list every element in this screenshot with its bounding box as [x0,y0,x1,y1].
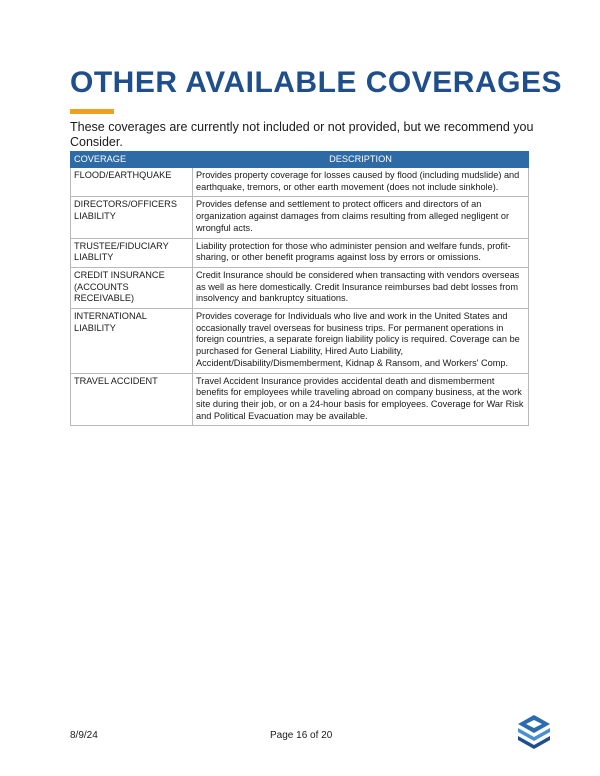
coverage-cell: TRAVEL ACCIDENT [71,373,193,426]
intro-text: These coverages are currently not included or not provided, but we recommend you Consider. [70,120,534,149]
coverage-cell: TRUSTEE/FIDUCIARY LIABLITY [71,238,193,267]
table-row [71,309,529,374]
table-row [71,238,529,267]
description-cell: Liability protection for those who administer pension and welfare funds, profit-sharing, or other benefit programs against loss by errors or omissions. [193,238,529,267]
company-logo-icon [512,713,556,749]
description-cell: Credit Insurance should be considered when transacting with vendors overseas as well as here domestically. Credit Insurance reimburses bad debt losses from insolvency and bankruptcy situations. [193,267,529,308]
table-row [71,168,529,197]
footer-page-number: Page 16 of 20 [270,730,333,741]
header-description: DESCRIPTION [193,152,529,168]
coverage-cell: FLOOD/EARTHQUAKE [71,168,193,197]
table-row [71,197,529,238]
coverage-cell: CREDIT INSURANCE (ACCOUNTS RECEIVABLE) [71,267,193,308]
page-title: OTHER AVAILABLE COVERAGES [70,66,562,99]
description-cell: Provides coverage for Individuals who live and work in the United States and occasionally travel overseas for business trips. For permanent operations in foreign countries, a separate foreign liability policy is required. Coverage can be purchased for General Liability, Hired Auto Liability, Accident/Disability/Dismemberment, Kidnap & Ransom, and Workers' Comp. [193,309,529,374]
table-row [71,373,529,426]
description-cell: Provides property coverage for losses caused by flood (including mudslide) and earthquake, tremors, or other earth movement (does not include sinkhole). [193,168,529,197]
description-cell: Provides defense and settlement to protect officers and directors of an organization against damages from claims resulting from alleged negligent or wrongful acts. [193,197,529,238]
coverage-cell: DIRECTORS/OFFICERS LIABILITY [71,197,193,238]
table-header-row [71,152,529,168]
header-coverage: COVERAGE [71,152,193,168]
title-accent-bar [70,109,114,114]
footer-date: 8/9/24 [70,730,98,741]
table-row [71,267,529,308]
coverages-table [70,151,529,426]
coverage-cell: INTERNATIONAL LIABILITY [71,309,193,374]
description-cell: Travel Accident Insurance provides accidental death and dismemberment benefits for employees while traveling abroad on company business, at the work site during their job, or on a 24-hour basis for employees. Coverage for War Risk and Political Evacuation may be available. [193,373,529,426]
